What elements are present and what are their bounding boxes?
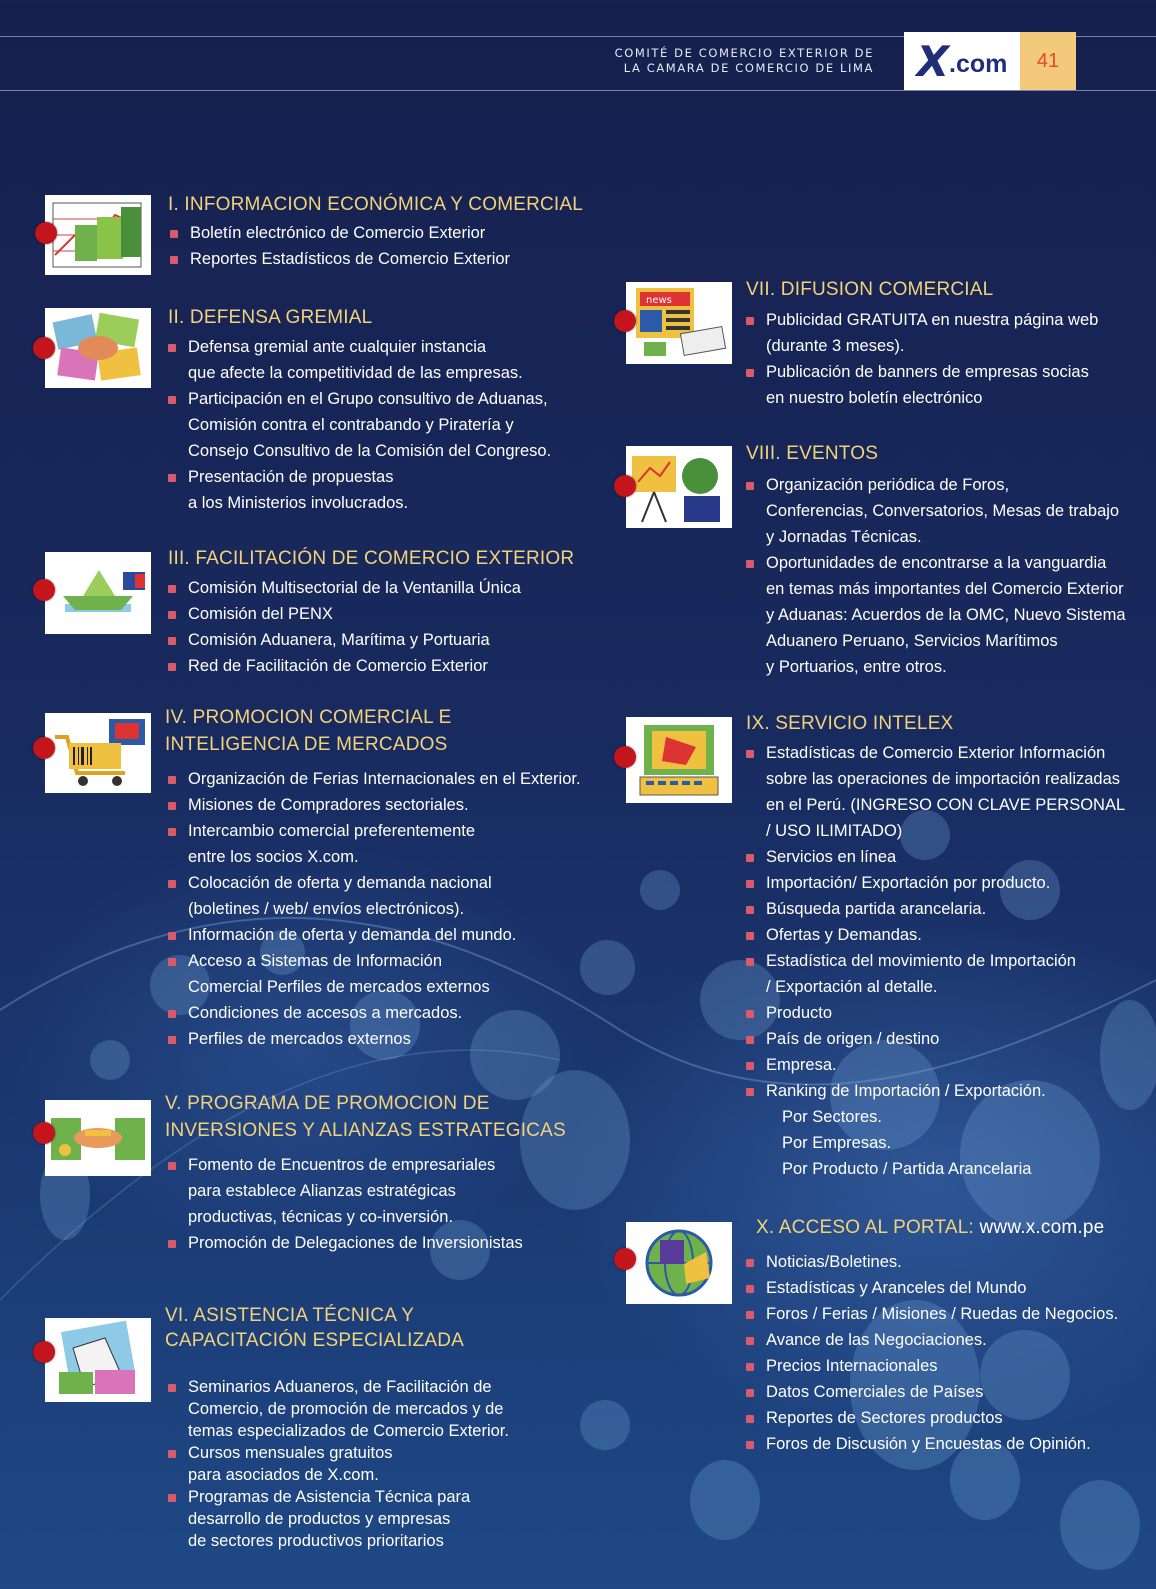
bullet-icon — [746, 1415, 754, 1423]
title-line: X. ACCESO AL PORTAL: — [756, 1217, 980, 1238]
item-text: Por Producto / Partida Arancelaria — [782, 1160, 1032, 1178]
item-text: Datos Comerciales de Países — [766, 1383, 984, 1401]
page-number: 41 — [1020, 32, 1076, 90]
bullet-icon — [746, 1010, 754, 1018]
bullet-icon — [168, 1384, 176, 1392]
list-item — [166, 386, 551, 464]
bullet-icon — [168, 1010, 176, 1018]
list-item — [166, 1000, 581, 1026]
item-text: Organización de Ferias Internacionales en el Exterior. — [188, 770, 581, 788]
item-text: Presentación de propuestas — [188, 468, 394, 486]
list-item — [166, 1376, 509, 1442]
organization-line: LA CAMARA DE COMERCIO DE LIMA — [623, 61, 874, 75]
item-text: Participación en el Grupo consultivo de Aduanas, — [188, 390, 548, 408]
bullet-icon — [168, 828, 176, 836]
section-title-defensa — [168, 304, 372, 331]
list-item — [744, 1052, 1125, 1078]
title-line: II. DEFENSA GREMIAL — [168, 307, 373, 328]
item-text: de sectores productivos prioritarios — [188, 1532, 444, 1550]
list-item — [744, 1431, 1118, 1457]
section-marker — [33, 579, 55, 601]
section-list-defensa — [166, 334, 551, 516]
decor-dot — [640, 870, 680, 910]
list-item — [166, 1486, 509, 1552]
list-item — [166, 870, 581, 922]
bullet-icon — [168, 474, 176, 482]
list-item — [744, 307, 1098, 359]
item-text: Por Sectores. — [782, 1108, 882, 1126]
item-text: Estadística del movimiento de Importación — [766, 952, 1076, 970]
list-item — [166, 1152, 523, 1230]
bullet-icon — [746, 1088, 754, 1096]
item-text: Red de Facilitación de Comercio Exterior — [188, 657, 488, 675]
title-line: VIII. EVENTOS — [746, 443, 879, 464]
list-item — [744, 1078, 1125, 1104]
section-list-portal — [744, 1249, 1118, 1457]
bullet-icon — [168, 932, 176, 940]
item-text: Seminarios Aduaneros, de Facilitación de — [188, 1378, 492, 1396]
portal-url-link[interactable]: www.x.com.pe — [979, 1217, 1105, 1238]
item-text: Consejo Consultivo de la Comisión del Congreso. — [188, 442, 552, 460]
title-line: IX. SERVICIO INTELEX — [746, 713, 954, 734]
shopping-cart-barcode-icon — [45, 713, 151, 793]
list-item — [744, 359, 1098, 411]
item-text: Comercio, de promoción de mercados y de — [188, 1400, 504, 1418]
bullet-icon — [168, 1036, 176, 1044]
section-list-inversiones — [166, 1152, 523, 1256]
item-text: Estadísticas de Comercio Exterior Información — [766, 744, 1106, 762]
section-marker — [35, 222, 57, 244]
item-text: Comercial Perfiles de mercados externos — [188, 978, 490, 996]
bullet-icon — [746, 750, 754, 758]
item-text: Foros de Discusión y Encuestas de Opinión. — [766, 1435, 1091, 1453]
item-text: Información de oferta y demanda del mundo. — [188, 926, 517, 944]
section-title-eventos — [746, 440, 878, 467]
bullet-icon — [168, 663, 176, 671]
item-text: Publicación de banners de empresas socias — [766, 363, 1089, 381]
item-text: Cursos mensuales gratuitos — [188, 1444, 393, 1462]
item-text: Publicidad GRATUITA en nuestra página web — [766, 311, 1099, 329]
item-text: y Jornadas Técnicas. — [766, 528, 922, 546]
item-text: Comisión Aduanera, Marítima y Portuaria — [188, 631, 490, 649]
item-text: Reportes Estadísticos de Comercio Exterior — [190, 250, 511, 268]
bullet-icon — [168, 776, 176, 784]
item-text: Avance de las Negociaciones. — [766, 1331, 987, 1349]
logo-com: .com — [949, 49, 1008, 78]
logo-x: X — [916, 36, 948, 86]
section-title-informacion — [168, 191, 583, 218]
item-text: Condiciones de accesos a mercados. — [188, 1004, 463, 1022]
item-text: productivas, técnicas y co-inversión. — [188, 1208, 454, 1226]
item-text: Misiones de Compradores sectoriales. — [188, 796, 469, 814]
list-item — [166, 601, 521, 627]
item-text: y Aduanas: Acuerdos de la OMC, Nuevo Sistema — [766, 606, 1126, 624]
item-text: (durante 3 meses). — [766, 337, 905, 355]
presentation-easel-icon — [626, 446, 732, 528]
section-title-inversiones — [165, 1090, 566, 1144]
item-text: Ofertas y Demandas. — [766, 926, 922, 944]
item-text: Comisión contra el contrabando y Piratería y — [188, 416, 514, 434]
bullet-icon — [746, 1062, 754, 1070]
section-title-intelex — [746, 710, 953, 737]
money-handshake-icon — [45, 1100, 151, 1176]
list-item — [166, 818, 581, 870]
section-title-asistencia — [165, 1303, 464, 1353]
item-text: desarrollo de productos y empresas — [188, 1510, 451, 1528]
bullet-icon — [746, 560, 754, 568]
item-text: Foros / Ferias / Misiones / Ruedas de Negocios. — [766, 1305, 1119, 1323]
list-item — [166, 948, 581, 1000]
decor-dot — [1060, 1480, 1140, 1570]
item-text: Promoción de Delegaciones de Inversionistas — [188, 1234, 523, 1252]
title-line: CAPACITACIÓN ESPECIALIZADA — [165, 1330, 465, 1351]
item-text: a los Ministerios involucrados. — [188, 494, 409, 512]
bullet-icon — [168, 1494, 176, 1502]
item-text: que afecte la competitividad de las empresas. — [188, 364, 523, 382]
computer-terminal-icon — [626, 717, 732, 803]
section-title-promocion — [165, 704, 452, 758]
item-text: Perfiles de mercados externos — [188, 1030, 411, 1048]
item-text: temas especializados de Comercio Exterior. — [188, 1422, 509, 1440]
bullet-icon — [168, 344, 176, 352]
list-item — [744, 870, 1125, 896]
item-text: Precios Internacionales — [766, 1357, 938, 1375]
item-text: Conferencias, Conversatorios, Mesas de trabajo — [766, 502, 1120, 520]
list-item — [744, 1026, 1125, 1052]
organization-name — [615, 46, 874, 76]
bullet-icon — [746, 1363, 754, 1371]
item-text: Producto — [766, 1004, 833, 1022]
paper-boat-money-icon — [45, 552, 151, 634]
bullet-icon — [168, 396, 176, 404]
decor-dot — [580, 940, 635, 995]
bullet-icon — [746, 854, 754, 862]
header-rule — [0, 90, 1156, 91]
list-item — [744, 1405, 1118, 1431]
xcom-logo — [904, 32, 1020, 90]
list-item — [166, 766, 581, 792]
bullet-icon — [168, 880, 176, 888]
list-item — [744, 896, 1125, 922]
item-text: entre los socios X.com. — [188, 848, 359, 866]
item-text: Defensa gremial ante cualquier instancia — [188, 338, 487, 356]
organization-line: COMITÉ DE COMERCIO EXTERIOR DE — [614, 46, 874, 60]
item-text: (boletines / web/ envíos electrónicos). — [188, 900, 465, 918]
section-list-eventos — [744, 472, 1126, 680]
bullet-icon — [746, 1337, 754, 1345]
item-text: Por Empresas. — [782, 1134, 892, 1152]
bullet-icon — [746, 1036, 754, 1044]
sub-list-item — [744, 1130, 1125, 1156]
list-item — [166, 653, 521, 679]
list-item — [744, 922, 1125, 948]
list-item — [166, 575, 521, 601]
item-text: Intercambio comercial preferentemente — [188, 822, 476, 840]
item-text: / Exportación al detalle. — [766, 978, 938, 996]
item-text: Aduanero Peruano, Servicios Marítimos — [766, 632, 1058, 650]
list-item — [744, 1275, 1118, 1301]
section-list-asistencia — [166, 1376, 509, 1552]
list-item — [166, 627, 521, 653]
bullet-icon — [746, 958, 754, 966]
bullet-icon — [170, 256, 178, 264]
item-text: / USO ILIMITADO) — [766, 822, 903, 840]
list-item — [166, 922, 581, 948]
section-marker — [614, 475, 636, 497]
list-item — [744, 1327, 1118, 1353]
section-list-intelex — [744, 740, 1125, 1182]
globe-portal-icon — [626, 1222, 732, 1304]
list-item — [744, 1301, 1118, 1327]
book-training-icon — [45, 1318, 151, 1402]
section-marker — [33, 1341, 55, 1363]
item-text: para establece Alianzas estratégicas — [188, 1182, 456, 1200]
section-marker — [33, 737, 55, 759]
title-line: VII. DIFUSION COMERCIAL — [746, 279, 994, 300]
bullet-icon — [168, 585, 176, 593]
bullet-icon — [746, 1285, 754, 1293]
list-item — [744, 844, 1125, 870]
list-item — [168, 246, 510, 272]
item-text: para asociados de X.com. — [188, 1466, 379, 1484]
bullet-icon — [168, 637, 176, 645]
list-item — [744, 1353, 1118, 1379]
section-marker — [33, 337, 55, 359]
bullet-icon — [168, 1450, 176, 1458]
section-marker — [614, 746, 636, 768]
news-newspaper-icon — [626, 282, 732, 364]
bullet-icon — [746, 906, 754, 914]
title-line: V. PROGRAMA DE PROMOCION DE — [165, 1093, 490, 1114]
bullet-icon — [170, 230, 178, 238]
sub-list-item — [744, 1156, 1125, 1182]
bullet-icon — [746, 317, 754, 325]
list-item — [166, 792, 581, 818]
section-title-facilitacion — [168, 545, 574, 572]
section-marker — [614, 1248, 636, 1270]
item-text: Programas de Asistencia Técnica para — [188, 1488, 471, 1506]
decor-dot — [690, 1460, 760, 1540]
list-item — [166, 1442, 509, 1486]
sub-list-item — [744, 1104, 1125, 1130]
section-title-portal — [756, 1214, 1104, 1241]
bullet-icon — [746, 1441, 754, 1449]
item-text: Boletín electrónico de Comercio Exterior — [190, 224, 486, 242]
item-text: en nuestro boletín electrónico — [766, 389, 983, 407]
title-line: VI. ASISTENCIA TÉCNICA Y — [165, 1305, 415, 1326]
bullet-icon — [746, 1389, 754, 1397]
item-text: en temas más importantes del Comercio Exterior — [766, 580, 1124, 598]
bullet-icon — [168, 802, 176, 810]
item-text: Servicios en línea — [766, 848, 897, 866]
item-text: Colocación de oferta y demanda nacional — [188, 874, 492, 892]
item-text: Fomento de Encuentros de empresariales — [188, 1156, 496, 1174]
list-item — [166, 464, 551, 516]
title-line: III. FACILITACIÓN DE COMERCIO EXTERIOR — [168, 548, 575, 569]
item-text: Acceso a Sistemas de Información — [188, 952, 443, 970]
item-text: Organización periódica de Foros, — [766, 476, 1010, 494]
section-list-facilitacion — [166, 575, 521, 679]
item-text: Importación/ Exportación por producto. — [766, 874, 1051, 892]
handshake-puzzle-icon — [45, 308, 151, 388]
item-text: en el Perú. (INGRESO CON CLAVE PERSONAL — [766, 796, 1126, 814]
list-item — [166, 334, 551, 386]
section-list-informacion — [168, 220, 510, 272]
section-list-difusion — [744, 307, 1098, 411]
bullet-icon — [746, 1259, 754, 1267]
item-text: País de origen / destino — [766, 1030, 940, 1048]
item-text: Ranking de Importación / Exportación. — [766, 1082, 1046, 1100]
bullet-icon — [168, 611, 176, 619]
decor-dot — [580, 1400, 630, 1450]
svg-text:news: news — [646, 295, 672, 306]
bullet-icon — [746, 482, 754, 490]
title-line: I. INFORMACION ECONÓMICA Y COMERCIAL — [168, 194, 584, 215]
bullet-icon — [168, 1162, 176, 1170]
list-item — [744, 1000, 1125, 1026]
bullet-icon — [746, 1311, 754, 1319]
list-item — [744, 740, 1125, 844]
section-title-difusion — [746, 276, 993, 303]
item-text: Empresa. — [766, 1056, 837, 1074]
title-line: INVERSIONES Y ALIANZAS ESTRATEGICAS — [165, 1120, 566, 1141]
item-text: Estadísticas y Aranceles del Mundo — [766, 1279, 1027, 1297]
section-marker — [33, 1122, 55, 1144]
list-item — [166, 1026, 581, 1052]
list-item — [166, 1230, 523, 1256]
title-line: INTELIGENCIA DE MERCADOS — [165, 734, 448, 755]
list-item — [744, 472, 1126, 550]
title-line: IV. PROMOCION COMERCIAL E — [165, 707, 452, 728]
item-text: Reportes de Sectores productos — [766, 1409, 1003, 1427]
bullet-icon — [168, 1240, 176, 1248]
list-item — [744, 550, 1126, 680]
list-item — [168, 220, 510, 246]
bullet-icon — [168, 958, 176, 966]
bullet-icon — [746, 369, 754, 377]
item-text: Oportunidades de encontrarse a la vanguardia — [766, 554, 1107, 572]
list-item — [744, 1379, 1118, 1405]
bullet-icon — [746, 880, 754, 888]
bullet-icon — [746, 932, 754, 940]
item-text: sobre las operaciones de importación realizadas — [766, 770, 1121, 788]
item-text: Búsqueda partida arancelaria. — [766, 900, 987, 918]
section-marker — [614, 310, 636, 332]
item-text: Noticias/Boletines. — [766, 1253, 902, 1271]
section-list-promocion — [166, 766, 581, 1052]
list-item — [744, 1249, 1118, 1275]
item-text: y Portuarios, entre otros. — [766, 658, 947, 676]
item-text: Comisión Multisectorial de la Ventanilla Única — [188, 579, 521, 597]
decor-dot — [90, 1040, 130, 1080]
statistics-chart-icon — [45, 195, 151, 275]
list-item — [744, 948, 1125, 1000]
item-text: Comisión del PENX — [188, 605, 333, 623]
